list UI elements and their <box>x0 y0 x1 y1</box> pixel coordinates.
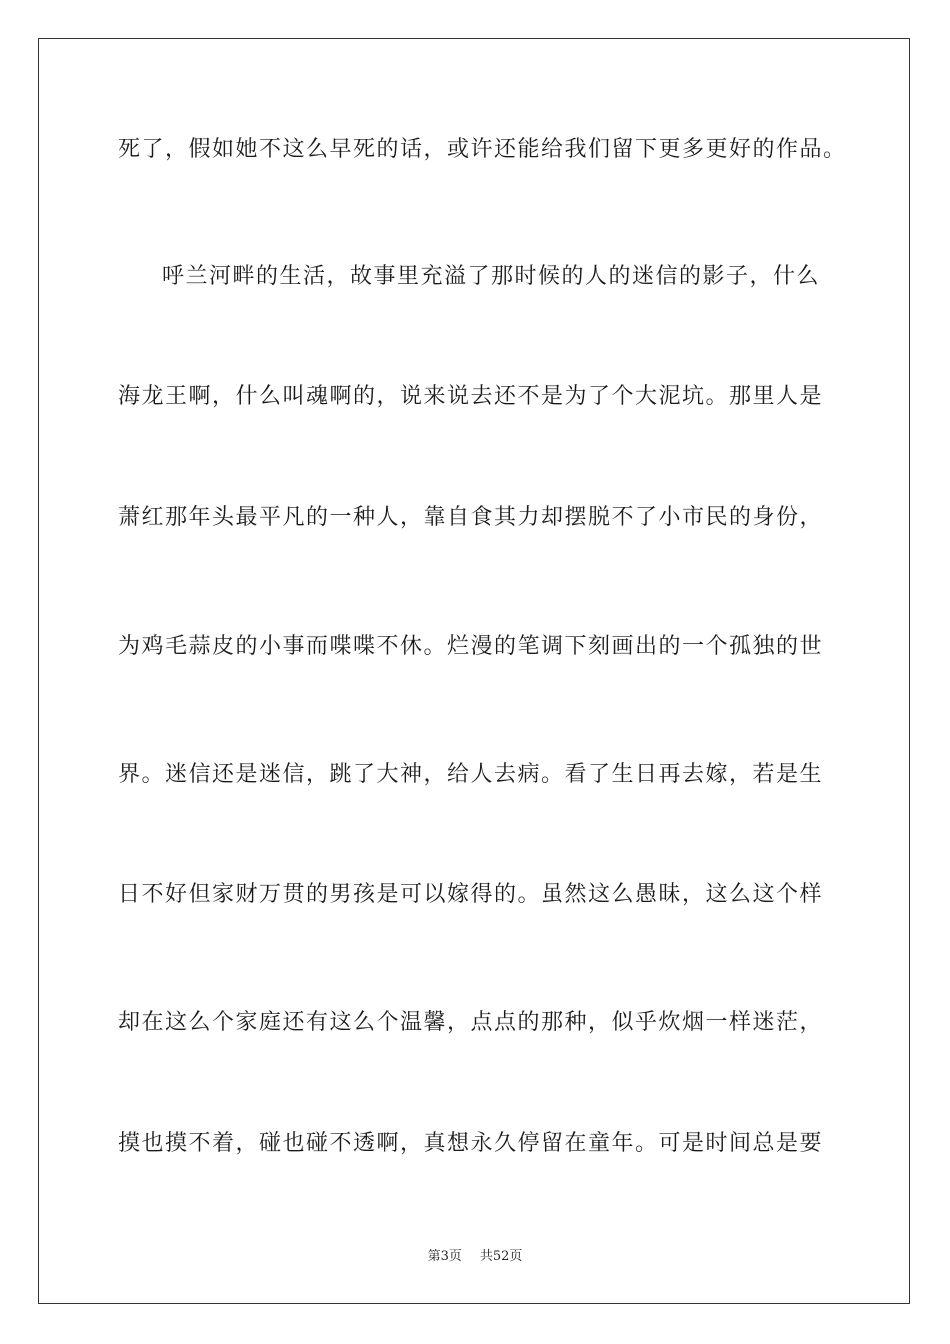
text-line-6: 界。迷信还是迷信，跳了大神，给人去病。看了生日再去嫁，若是生 <box>118 762 824 787</box>
text-line-1: 死了，假如她不这么早死的话，或许还能给我们留下更多更好的作品。 <box>118 137 847 162</box>
text-line-9: 摸也摸不着，碰也碰不透啊，真想永久停留在童年。可是时间总是要 <box>118 1131 824 1156</box>
page-total: 共52页 <box>479 1249 523 1264</box>
text-line-2: 呼兰河畔的生活，故事里充溢了那时候的人的迷信的影子，什么 <box>162 264 821 289</box>
text-line-7: 日不好但家财万贯的男孩是可以嫁得的。虽然这么愚昧，这么这个样 <box>118 882 824 907</box>
text-line-3: 海龙王啊，什么叫魂啊的，说来说去还不是为了个大泥坑。那里人是 <box>118 384 824 409</box>
page-footer <box>0 1249 950 1265</box>
text-line-8: 却在这么个家庭还有这么个温馨，点点的那种，似乎炊烟一样迷茫， <box>118 1010 824 1035</box>
page-number: 第3页 <box>427 1249 462 1264</box>
text-line-5: 为鸡毛蒜皮的小事而喋喋不休。烂漫的笔调下刻画出的一个孤独的世 <box>118 634 824 659</box>
text-line-4: 萧红那年头最平凡的一种人，靠自食其力却摆脱不了小市民的身份， <box>118 505 824 530</box>
page-border <box>38 38 910 1304</box>
